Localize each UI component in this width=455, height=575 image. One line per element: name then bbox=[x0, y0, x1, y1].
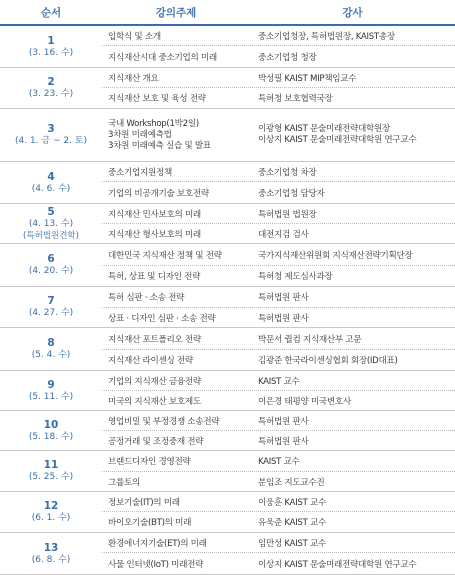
lecture-row bbox=[102, 45, 455, 67]
header-topic: 강의주제 bbox=[155, 6, 197, 19]
lecture-row bbox=[102, 244, 455, 265]
lecture-row bbox=[102, 471, 455, 491]
lecture-speaker: KAIST 교수 bbox=[258, 457, 300, 467]
lecture-row bbox=[102, 511, 455, 532]
session-number: 9 bbox=[47, 378, 55, 391]
lecture-row bbox=[102, 109, 455, 161]
lecture-row bbox=[102, 349, 455, 370]
session-order bbox=[0, 68, 102, 108]
session-number: 13 bbox=[43, 541, 59, 554]
lecture-row bbox=[102, 552, 455, 574]
lecture-speaker: 이광형 KAIST 문술미래전략대학원장 이상지 KAIST 문술미래전략대학원 연구교수 bbox=[258, 124, 417, 145]
session-date: (6. 8. 수) bbox=[31, 554, 71, 565]
session-number: 11 bbox=[43, 459, 59, 471]
lecture-topic: 기업의 지식재산 금융전략 bbox=[108, 376, 201, 387]
lecture-speaker: 특허법원 판사 bbox=[258, 436, 309, 447]
session-number: 4 bbox=[47, 170, 55, 183]
session-date: (5. 25. 수) bbox=[28, 472, 74, 482]
lecture-speaker: 대전지검 검사 bbox=[258, 229, 309, 240]
session-row bbox=[0, 328, 455, 371]
session-order bbox=[0, 451, 102, 491]
lecture-row bbox=[102, 181, 455, 203]
session-order bbox=[0, 533, 102, 574]
session-row bbox=[0, 533, 455, 575]
lecture-topic: 지식재산 개요 bbox=[108, 73, 159, 84]
session-row bbox=[0, 26, 455, 68]
lecture-row bbox=[102, 390, 455, 410]
session-row bbox=[0, 411, 455, 451]
lecture-row bbox=[102, 265, 455, 286]
lecture-speaker: 유욱준 KAIST 교수 bbox=[258, 518, 326, 528]
lecture-row bbox=[102, 371, 455, 390]
session-row bbox=[0, 109, 455, 162]
table-header bbox=[0, 0, 455, 26]
session-order bbox=[0, 109, 102, 161]
lecture-topic: 지식재산시대 중소기업의 미래 bbox=[108, 52, 217, 63]
lecture-row bbox=[102, 533, 455, 552]
lecture-topic: 국내 Workshop(1박2일) 3차원 미래예측법 3차원 미래예측 실습 및 발표 bbox=[108, 118, 211, 151]
lecture-speaker: 특허법원 판사 bbox=[258, 293, 309, 303]
lecture-speaker: 임만성 KAIST 교수 bbox=[258, 538, 326, 549]
lecture-speaker: 중소기업청 담당자 bbox=[258, 188, 325, 199]
lecture-topic: 대한민국 지식재산 정책 및 전략 bbox=[108, 250, 222, 261]
session-number: 8 bbox=[47, 337, 55, 349]
lecture-topic: 상표 · 디자인 심판 · 소송 전략 bbox=[108, 313, 216, 324]
lecture-row bbox=[102, 411, 455, 430]
lecture-row bbox=[102, 328, 455, 349]
session-row bbox=[0, 244, 455, 287]
session-row bbox=[0, 371, 455, 411]
session-order bbox=[0, 244, 102, 286]
lecture-topic: 사물 인터넷(IoT) 미래전략 bbox=[108, 559, 204, 570]
lecture-row bbox=[102, 162, 455, 181]
lecture-row bbox=[102, 26, 455, 45]
session-order bbox=[0, 162, 102, 203]
lecture-speaker: 박성필 KAIST MIP책임교수 bbox=[258, 73, 357, 84]
lecture-topic: 바이오기술(BT)의 미래 bbox=[108, 518, 192, 528]
lecture-topic: 정보기술(IT)의 미래 bbox=[108, 497, 180, 508]
lecture-speaker: 이웅훈 KAIST 교수 bbox=[258, 497, 326, 508]
session-row bbox=[0, 204, 455, 244]
lecture-topic: 특허, 상표 및 디자인 전략 bbox=[108, 272, 201, 282]
lecture-row bbox=[102, 204, 455, 223]
session-date: (5. 18. 수) bbox=[28, 431, 74, 442]
lecture-topic: 지식재산 형사보호의 미래 bbox=[108, 229, 201, 240]
lecture-speaker: 박문서 퀄컴 지식재산부 고문 bbox=[258, 334, 362, 345]
lecture-row bbox=[102, 287, 455, 307]
session-order bbox=[0, 287, 102, 327]
lecture-speaker: 특허청 보호협력국장 bbox=[258, 94, 333, 104]
lecture-topic: 지식재산 포트폴리오 전략 bbox=[108, 334, 201, 345]
session-order bbox=[0, 26, 102, 67]
lecture-speaker: 특허법원 법원장 bbox=[258, 209, 317, 220]
session-date: (6. 1. 수) bbox=[31, 513, 71, 523]
lecture-topic: 지식재산 민사보호의 미래 bbox=[108, 209, 201, 220]
lecture-topic: 공정거래 및 조정중재 전략 bbox=[108, 436, 204, 447]
session-number: 3 bbox=[47, 123, 55, 135]
lecture-speaker: 국가지식재산위원회 지식재산전략기획단장 bbox=[258, 250, 413, 261]
lecture-speaker: KAIST 교수 bbox=[258, 376, 300, 387]
session-date: (3. 23. 수) bbox=[28, 89, 74, 99]
lecture-speaker: 특허법원 판사 bbox=[258, 313, 309, 324]
lecture-row bbox=[102, 430, 455, 450]
lecture-topic: 지식재산 라이센싱 전략 bbox=[108, 356, 193, 366]
session-date: (4. 1. 금 ~ 2. 토) bbox=[14, 136, 88, 146]
lecture-row bbox=[102, 87, 455, 108]
table-body bbox=[0, 26, 455, 575]
lecture-topic: 영업비밀 및 부정경쟁 소송전략 bbox=[108, 416, 220, 427]
lecture-speaker: 중소기업청 차장 bbox=[258, 167, 317, 178]
lecture-speaker: 김광준 한국라이센싱협회 회장(ID대표) bbox=[258, 356, 398, 366]
lecture-topic: 특허 심판 · 소송 전략 bbox=[108, 293, 185, 303]
lecture-speaker: 특허법원 판사 bbox=[258, 416, 309, 427]
session-number: 2 bbox=[47, 76, 55, 88]
session-date: (4. 27. 수) bbox=[28, 308, 74, 318]
session-note: (특허법원견학) bbox=[23, 230, 79, 241]
lecture-speaker: 이은경 태평양 미국변호사 bbox=[258, 396, 351, 407]
session-row bbox=[0, 287, 455, 328]
session-order bbox=[0, 371, 102, 410]
session-order bbox=[0, 328, 102, 370]
lecture-row bbox=[102, 307, 455, 327]
lecture-speaker: 이상지 KAIST 문술미래전략대학원 연구교수 bbox=[258, 559, 417, 570]
session-date: (4. 6. 수) bbox=[31, 183, 71, 194]
session-date: (5. 4. 수) bbox=[31, 350, 71, 360]
session-number: 12 bbox=[43, 500, 59, 512]
session-number: 7 bbox=[47, 295, 55, 307]
lecture-topic: 지식재산 보호 및 육성 전략 bbox=[108, 94, 206, 104]
session-date: (4. 20. 수) bbox=[28, 266, 74, 276]
session-row bbox=[0, 162, 455, 204]
lecture-speaker: 분임조 지도교수진 bbox=[258, 477, 325, 488]
lecture-speaker: 특허청 제도심사과장 bbox=[258, 272, 333, 282]
session-date: (5. 11. 수) bbox=[28, 391, 74, 402]
session-number: 10 bbox=[43, 418, 59, 431]
session-number: 5 bbox=[47, 205, 55, 218]
lecture-topic: 입학식 및 소개 bbox=[108, 31, 161, 42]
header-lecturer: 강사 bbox=[342, 6, 363, 19]
lecture-speaker: 중소기업청 청장 bbox=[258, 52, 317, 63]
lecture-topic: 브랜드디자인 경영전략 bbox=[108, 457, 191, 467]
lecture-topic: 미국의 지식재산 보호제도 bbox=[108, 396, 201, 407]
session-number: 6 bbox=[47, 253, 55, 265]
lecture-row bbox=[102, 451, 455, 471]
session-row bbox=[0, 68, 455, 109]
lecture-row bbox=[102, 492, 455, 511]
lecture-topic: 중소기업지원정책 bbox=[108, 167, 173, 178]
lecture-row bbox=[102, 68, 455, 87]
session-number: 1 bbox=[47, 34, 55, 47]
session-date: (3. 16. 수) bbox=[28, 47, 74, 58]
session-order bbox=[0, 411, 102, 450]
lecture-row bbox=[102, 223, 455, 243]
session-order bbox=[0, 204, 102, 243]
lecture-speaker: 중소기업청장, 특허법원장, KAIST총장 bbox=[258, 31, 395, 42]
header-order: 순서 bbox=[40, 6, 62, 19]
session-order bbox=[0, 492, 102, 532]
session-date: (4. 13. 수) bbox=[28, 218, 74, 229]
lecture-topic: 환경에너지기술(ET)의 미래 bbox=[108, 538, 207, 549]
lecture-topic: 기업의 비공개기술 보호전략 bbox=[108, 188, 209, 199]
lecture-topic: 그룹토의 bbox=[108, 477, 141, 488]
session-row bbox=[0, 451, 455, 492]
session-row bbox=[0, 492, 455, 533]
